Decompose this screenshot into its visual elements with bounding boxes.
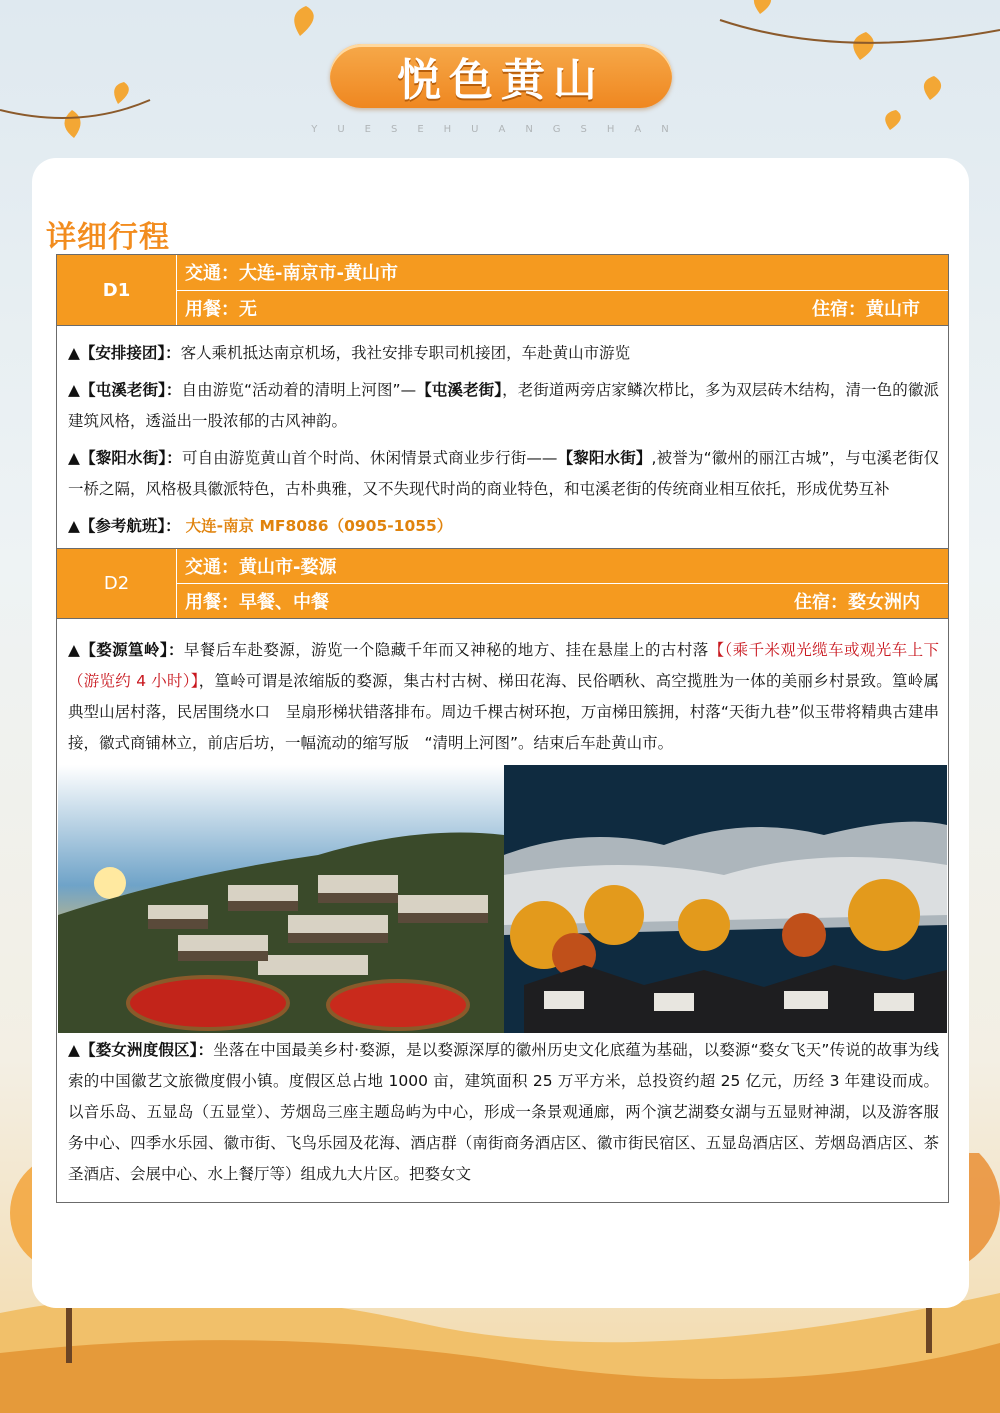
meals-text: 用餐：早餐、中餐 — [185, 592, 329, 613]
paragraph-text: 自由游览“活动着的清明上河图”— — [181, 381, 417, 399]
day-label: D2 — [57, 549, 177, 618]
banner-title: 悦色黄山 — [397, 55, 605, 106]
paragraph-text: ，老街道两旁店家鳞次栉比，多为双层砖木结构，清一色的徽派建筑风格，透溢出一股浓郁的古风神韵。 — [68, 381, 939, 430]
paragraph-text: 客人乘机抵达南京机场，我社安排专职司机接团，车赴黄山市游览 — [180, 344, 631, 362]
itinerary-paragraph — [68, 1035, 939, 1190]
flight-info: 大连-南京 MF8086（0905-1055） — [185, 517, 453, 535]
paragraph-text: ，篁岭可谓是浓缩版的婺源，集古村古树、梯田花海、民俗晒秋、高空揽胜为一体的美丽乡村景致。篁岭属典型山居村落，民居围绕水口 呈扇形梯状错落排布。周边千棵古树环抱，万亩梯田簇拥，村落“天街九巷”似玉带将精典古建串接，徽式商铺林立，前店后坊，一幅流动的缩写版 “清明上河图”。结束后车赴黄山市。 — [68, 672, 939, 752]
meals-hotel-row — [177, 290, 948, 326]
banner-subtitle: YUESEHUANGSHAN — [311, 124, 689, 135]
itinerary-paragraph — [68, 443, 939, 505]
itinerary-table — [56, 254, 949, 1203]
paragraph-heading: ▲【屯溪老街】： — [68, 381, 182, 399]
photo-row — [58, 765, 947, 1033]
terraced-village-photo — [58, 765, 504, 1033]
paragraph-bold: 【黎阳水街】 — [557, 449, 652, 467]
paragraph-heading: ▲【婺源篁岭】： — [68, 641, 184, 659]
misty-village-photo — [504, 765, 947, 1033]
paragraph-highlight: 【（乘千米观光缆车或观光车上下（游览约 4 小时）】 — [68, 641, 939, 690]
day-info — [177, 549, 948, 618]
itinerary-paragraph — [68, 635, 939, 759]
paragraph-bold: 【屯溪老街】 — [416, 381, 503, 399]
paragraph-heading: ▲【安排接团】： — [68, 344, 181, 362]
transport-row — [177, 549, 948, 583]
day-body — [57, 619, 948, 1202]
paragraph-text: 早餐后车赴婺源，游览一个隐藏千年而又神秘的地方、挂在悬崖上的古村落 — [183, 641, 709, 659]
day-label: D1 — [57, 255, 177, 325]
section-title: 详细行程 — [46, 220, 170, 255]
hotel-text: 住宿：婺女洲内 — [794, 592, 920, 613]
day-header — [57, 255, 948, 326]
paragraph-text: 坐落在中国最美乡村·婺源，是以婺源深厚的徽州历史文化底蕴为基础，以婺源“婺女飞天”传说的故事为线索的中国徽艺文旅微度假小镇。度假区总占地 1000 亩，建筑面积 25 万平方米，总投资约超 25 亿元，历经 3 年建设而成。以音乐岛、五显岛（五显堂）、芳烟岛三座主题岛屿为中心，形成一条景观通廊，两个演艺湖婺女湖与五显财神湖，以及游客服务中心、四季水乐园、徽市街、飞鸟乐园及花海、酒店群（南街商务酒店区、徽市街民宿区、五显岛酒店区、芳烟岛酒店区、茶圣酒店、会展中心、水上餐厅等）组成九大片区。把婺女文 — [68, 1041, 940, 1183]
day-body — [57, 326, 948, 548]
meals-hotel-row — [177, 583, 948, 618]
paragraph-heading: ▲【婺女洲度假区】： — [68, 1041, 214, 1059]
meals-text: 用餐：无 — [185, 298, 257, 320]
itinerary-paragraph — [68, 338, 939, 369]
title-banner — [330, 44, 672, 108]
paragraph-text: ,被誉为“徽州的丽江古城”，与屯溪老街仅一桥之隔，风格极具徽派特色，古朴典雅，又不失现代时尚的商业特色，和屯溪老街的传统商业相互依托，形成优势互补 — [68, 449, 939, 498]
day-header — [57, 548, 948, 619]
hotel-text: 住宿：黄山市 — [812, 298, 920, 320]
itinerary-paragraph — [68, 511, 939, 542]
day-info — [177, 255, 948, 325]
transport-row — [177, 255, 948, 290]
transport-text: 交通：黄山市-婺源 — [185, 557, 337, 578]
transport-text: 交通：大连-南京市-黄山市 — [185, 263, 398, 285]
paragraph-text: 可自由游览黄山首个时尚、休闲情景式商业步行街—— — [181, 449, 558, 467]
paragraph-heading: ▲【参考航班】： — [68, 517, 181, 535]
paragraph-heading: ▲【黎阳水街】： — [68, 449, 182, 467]
itinerary-paragraph — [68, 375, 939, 437]
